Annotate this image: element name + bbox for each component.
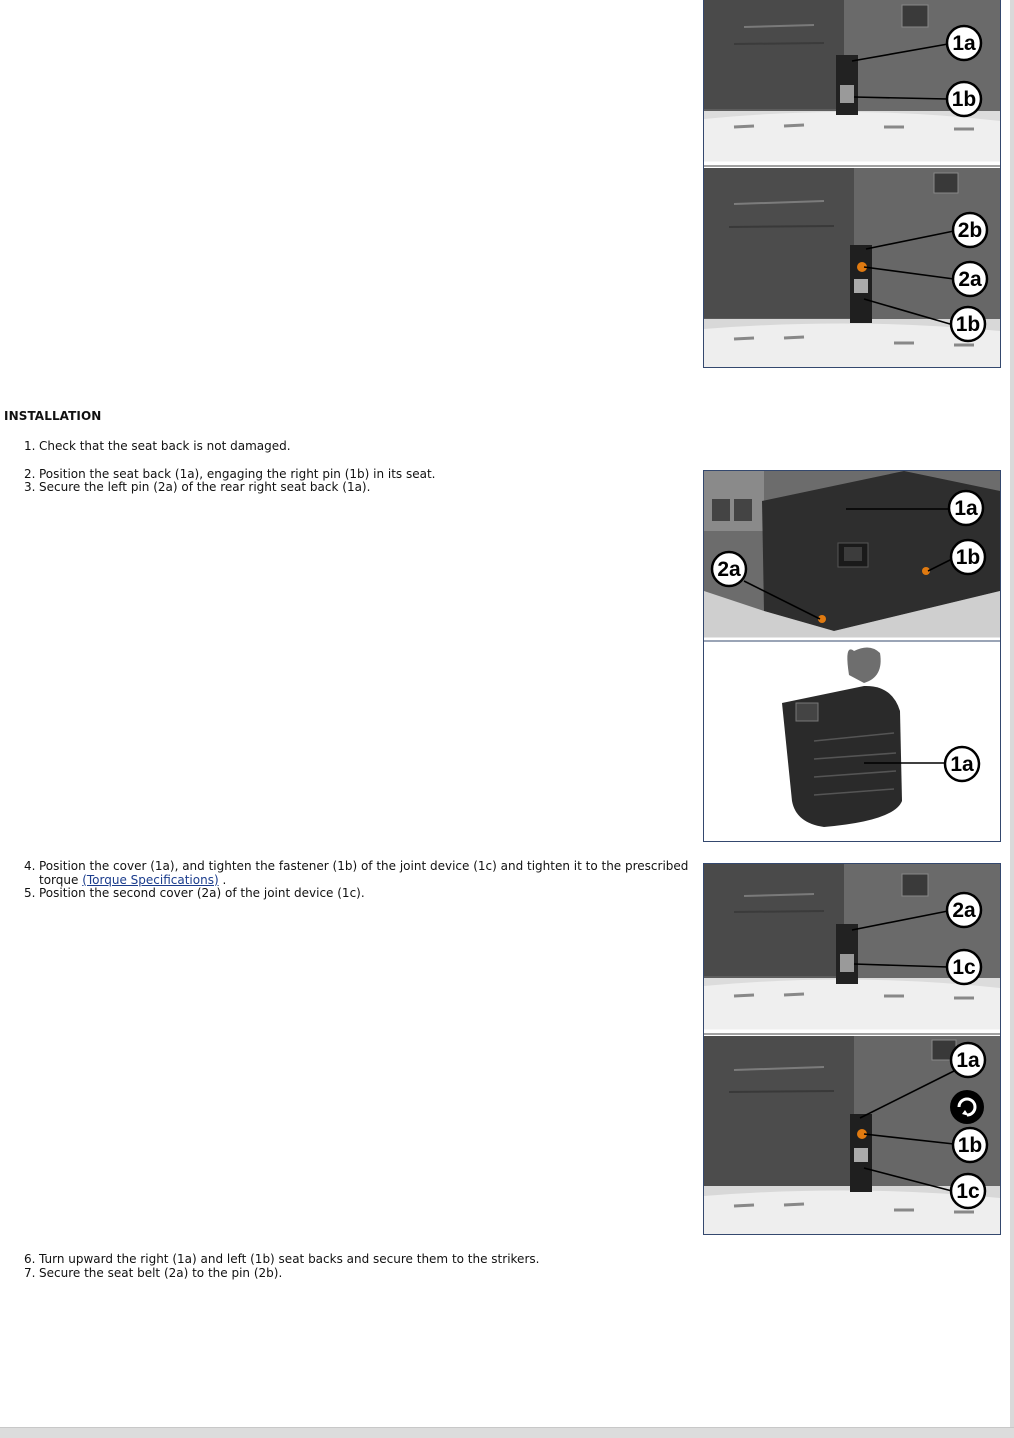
figure-seat-removal-pins <box>703 0 1001 368</box>
torque-specifications-link[interactable]: (Torque Specifications) <box>82 872 219 887</box>
callout-label: 1b <box>951 88 977 111</box>
list-item: 7. Secure the seat belt (2a) to the pin (2b). <box>24 1265 283 1280</box>
section-heading: INSTALLATION <box>4 409 102 423</box>
steps-group-1 <box>24 440 694 495</box>
callout-label: 2a <box>958 268 982 291</box>
callout-label: 1b <box>957 1134 983 1157</box>
steps-group-2 <box>24 860 694 901</box>
list-item: 3. Secure the left pin (2a) of the rear right seat back (1a). <box>24 480 371 494</box>
callout-label: 1c <box>952 956 976 979</box>
page-edge-bottom <box>0 1427 1014 1438</box>
list-item: 2. Position the seat back (1a), engaging the right pin (1b) in its seat. <box>24 466 436 481</box>
callout-label: 2a <box>717 558 741 581</box>
list-item: 4. Position the cover (1a), and tighten the fastener (1b) of the joint device (1c) and tighten it to the prescribed torque (Torque Specifications) . <box>24 859 689 887</box>
steps-group-3 <box>24 1253 694 1280</box>
callout-label: 1a <box>956 1049 980 1072</box>
callout-label: 1c <box>956 1180 980 1203</box>
list-item: 5. Position the second cover (2a) of the joint device (1c). <box>24 886 365 900</box>
callout-label: 1b <box>955 546 981 569</box>
list-item: 1. Check that the seat back is not damaged. <box>24 439 291 453</box>
figure-joint-device-covers <box>703 863 1001 1235</box>
callout-label: 1a <box>950 753 974 776</box>
callout-label: 1b <box>955 313 981 336</box>
callout-label: 1a <box>954 497 978 520</box>
callout-label: 1a <box>952 32 976 55</box>
figure-seat-back-position <box>703 470 1001 842</box>
torque-icon <box>950 1090 984 1124</box>
callout-label: 2a <box>952 899 976 922</box>
callout-label: 2b <box>957 219 983 242</box>
page-edge-right <box>1010 0 1014 1438</box>
list-item: 6. Turn upward the right (1a) and left (1b) seat backs and secure them to the strikers. <box>24 1252 540 1266</box>
